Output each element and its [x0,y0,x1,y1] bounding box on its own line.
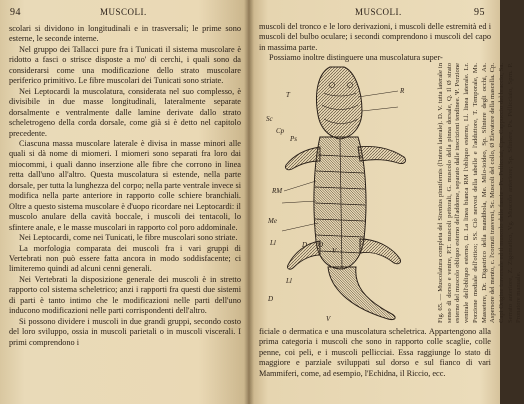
left-page [0,0,248,404]
paragraph: ficiale o dermatica e una muscolatura scheletrica. Appartengono alla prima categoria i muscoli che sono in rapporto colle scaglie, colle penne, coi peli, e i muscoli pellicciai. Essa raggiunge lo stato di maggiore e parziale sviluppati sul dorso e sul fianco di vari Mammiferi, come, ad esempio, l'Echidna, il Riccio, ecc. [259,327,491,378]
figure-label-ll: Ll [270,239,276,247]
salamander-muscle-figure [258,63,436,323]
right-bottom-text [259,327,491,379]
salamander-tail [328,267,395,320]
paragraph: Nei Leptocardi, come nei Tunicati, le fibre muscolari sono striate. [19,233,238,243]
figure-label-t: T [286,91,290,99]
left-body-text [9,24,241,348]
paragraph: Nei Leptocardi la muscolatura, considerata nel suo complesso, è divisibile in due masse longitudinali, lateralmente separate dorsalmente e ventralmente dalle lamine derivate dallo strato scheletrogeno della corda dorsale, come già si è detto nel capitolo precedente. [9,86,241,138]
right-top-text [259,22,491,64]
left-forelimb [285,147,320,170]
figure-label-v: V [332,247,337,255]
figure-label-ll-2: Ll [286,277,292,285]
paragraph: Possiamo inoltre distinguere una muscolatura super- [269,53,443,63]
salamander-head [317,67,363,139]
figure-label-d: D [302,241,308,249]
figure-label-o: O [318,241,324,249]
figure-label-v-2: V [326,315,331,323]
figure-label-ps: Ps [290,135,297,143]
right-page-number: 95 [474,7,485,18]
right-forelimb [358,146,406,163]
figure-caption: Fig. 65. — Muscolatura completa del Sirenius pinnifernis (l'intera laterale). D. V. tutta laterale in senso di dorso e ventre, P.T. muscoli pettorali, G. muscolo della pinna dorsale, Q. Il Ø strato esterno del muscolo obliquo esterno dell'addome, separato dalle inscrizioni tendinee. Ψ. Porzione ventrale dell'obliquo esterno, Ω. La linea bianca RM l'obliquo esterno, Ll. linea laterale. Lr. Porzione mediale dell'ottico; SS. Ciò nervosi della tabelle e l'adduttore, T. Temporale, Ms. Massetere, Dr. Digastrico della mandibola, Me. Milo-ioideo, Sp. Sfintere degli occhi, As. Aspersore del mento, c. l'cornuti trasversi, Sc. Muscoli del collo, Ø Elevatore della mascella. Cp. Capi Origine traversale ed il muscolo delle fascie - Pc. Pellicciai, Cps. Cappuccio del braccio, Sa. Serrato anteriore, Z. Zigomatico, Vg. Muscolo anteriore; Sp. Sfintere, Ps. Pellicciaio, Sprn. P. Pronatore manuale. [437,63,523,323]
paragraph: muscoli del tronco e le loro derivazioni, i muscoli delle estremità ed i muscoli del bulbo oculare; i secondi comprendono i muscoli del capo in massima parte. [259,22,491,52]
paragraph: La morfologia comparata dei muscoli fra i vari gruppi di Vertebrati non può essere fatta ancora in modo soddisfacente; ci limiteremo quindi ad alcuni cenni generali. [9,243,241,274]
figure-label-d-2: D [268,295,274,303]
right-running-head: MUSCOLI. [355,7,402,17]
figure-label-sc: Sc [266,115,273,123]
left-running-head: MUSCOLI. [100,7,147,17]
figure-label-rm: RM [272,187,283,195]
paragraph: Nel gruppo dei Tallacci pure fra i Tunicati il sistema muscolare è ridotto a fasci o strisce disposte a mo' di cerchi, i quali sono da considerarsi come una modificazione dello strato muscolare periferico primitivo. Le fibre muscolari dei Tunicati sono striate. [9,44,241,86]
paragraph: Ciascuna massa muscolare laterale è divisa in masse minori alle quali si dà nome di miomeri. I miomeri sono separati fra loro dai miocommi, i quali danno inserzione alle fibre che corrono in linea retta dall'uno all'altro. Questa muscolatura si estende, nella parte dorsale, per tutta la lunghezza del corpo; nella parte ventrale invece si modifica nella parte anteriore in rapporto colle schiere branchiali. Oltre a questo sistema muscolare è d'uopo ricordare nei Leptocardi: il muscolo anulare della cavità boccale, i muscoli dei tentacoli, lo sfintere anale, e le masse muscolari in rapporto col poro addominale. [9,138,241,232]
paragraph: Si possono dividere i muscoli in due grandi gruppi, secondo costo del loro sviluppo, ossia in muscoli parietali o in muscoli viscerali. I primi comprendono i [9,316,241,347]
figure-label-cp: Cp [276,127,285,135]
figure-label-me: Me [268,217,277,225]
left-page-number: 94 [10,7,21,18]
paragraph: Nei Vertebrati la disposizione generale dei muscoli è in stretto rapporto col sistema scheletrico; anzi i rapporti fra questi due sistemi di parti è tanto intimo che le modificazioni nelle parti dell'uno inducono modificazioni nelle parti corrispondenti dell'altro. [9,274,241,316]
paragraph: scolari si dividono in longitudinali e in trasversali; le prime sono esterne, le seconde interne. [9,24,241,44]
figure-label-r: R [400,87,405,95]
salamander-illustration [258,63,436,323]
right-hindlimb [360,239,401,264]
